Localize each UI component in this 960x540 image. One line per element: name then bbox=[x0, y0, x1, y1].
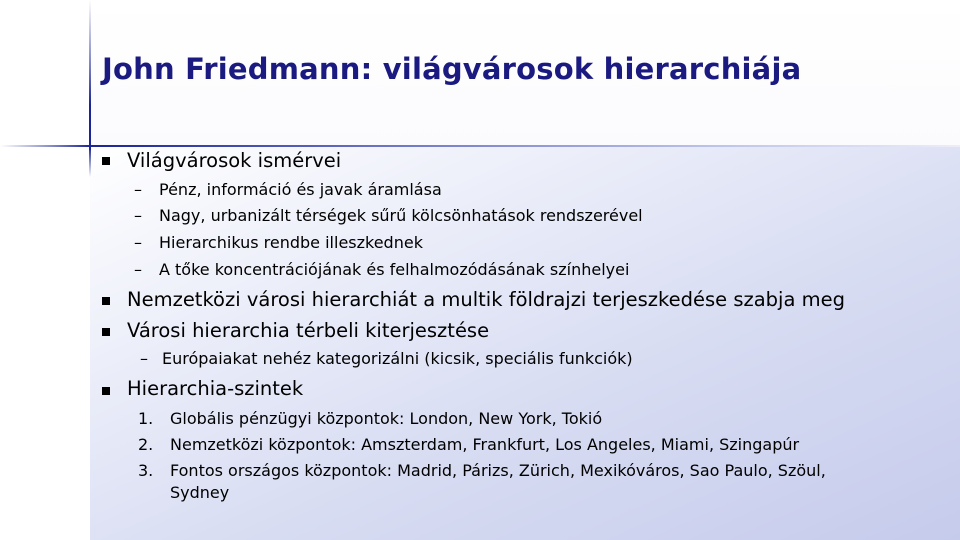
sub-bullet-text: A tőke koncentrációjának és felhalmozódásának színhelyei bbox=[159, 260, 630, 279]
bullet-text-2: Nemzetközi városi hierarchiát a multik földrajzi terjeszkedése szabja meg bbox=[127, 288, 845, 311]
bullet-square-3 bbox=[102, 328, 110, 336]
numbered-item-text: Nemzetközi központok: Amszterdam, Frankfurt, Los Angeles, Miami, Szingapúr bbox=[170, 435, 800, 454]
numbered-item-text: Globális pénzügyi központok: London, New York, Tokió bbox=[170, 409, 603, 428]
dash-marker: – bbox=[134, 233, 142, 252]
bullet-text-1: Világvárosok ismérvei bbox=[127, 149, 342, 172]
bullet-square-4 bbox=[102, 387, 110, 395]
horizontal-accent-line bbox=[0, 145, 960, 147]
numbered-item-text: Fontos országos központok: Madrid, Párizs, Zürich, Mexikóváros, Sao Paulo, Szöul, bbox=[170, 461, 826, 480]
sub-bullet-text: Nagy, urbanizált térségek sűrű kölcsönhatások rendszerével bbox=[159, 206, 643, 225]
vertical-accent-line-lower bbox=[89, 147, 91, 177]
dash-marker: – bbox=[140, 349, 148, 368]
bullet-text-3: Városi hierarchia térbeli kiterjesztése bbox=[127, 319, 490, 342]
list-number: 3. bbox=[138, 461, 154, 480]
dash-marker: – bbox=[134, 260, 142, 279]
bullet-text-4: Hierarchia-szintek bbox=[127, 377, 304, 400]
dash-marker: – bbox=[134, 180, 142, 199]
list-number: 2. bbox=[138, 435, 154, 454]
list-number: 1. bbox=[138, 409, 154, 428]
sub-bullet-text: Pénz, információ és javak áramlása bbox=[159, 180, 442, 199]
dash-marker: – bbox=[134, 206, 142, 225]
sub-bullet-text: Európaiakat nehéz kategorizálni (kicsik, speciális funkciók) bbox=[162, 349, 633, 368]
bullet-square-2 bbox=[102, 297, 110, 305]
vertical-accent-line bbox=[89, 0, 91, 150]
bullet-square-1 bbox=[102, 157, 110, 165]
numbered-item-text-continued: Sydney bbox=[170, 483, 230, 502]
sub-bullet-text: Hierarchikus rendbe illeszkednek bbox=[159, 233, 423, 252]
slide-title: John Friedmann: világvárosok hierarchiája bbox=[102, 52, 802, 86]
